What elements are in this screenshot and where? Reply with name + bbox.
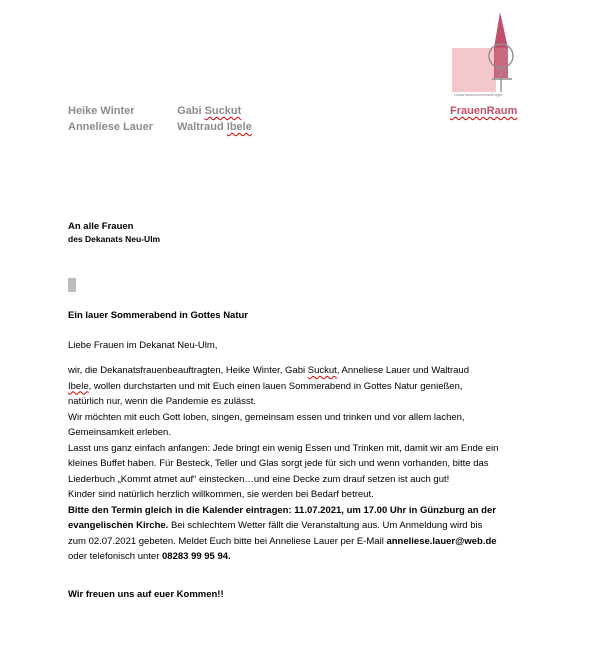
recipient-line: des Dekanats Neu-Ulm <box>68 234 161 244</box>
body-line: zum 02.07.2021 gebeten. Meldet Euch bitte bei Anneliese Lauer per E-Mail anneliese.lauer@web.de <box>68 535 497 547</box>
body-line: Kinder sind natürlich herzlich willkommen, sie werden bei Bedarf betreut. <box>68 489 374 500</box>
body-line-date: Bitte den Termin gleich in die Kalender eintragen: 11.07.2021, um 17.00 Uhr in Günzburg an der <box>68 504 496 516</box>
name-heike-winter: Heike Winter <box>68 105 135 117</box>
recipient-block <box>68 220 160 246</box>
organizer-names <box>68 103 252 135</box>
greeting: Liebe Frauen im Dekanat Neu-Ulm, <box>68 340 218 351</box>
body-line: natürlich nur, wenn die Pandemie es zulässt. <box>68 396 256 407</box>
text-cursor-marker <box>68 278 76 292</box>
frauenraum-logo <box>452 12 528 104</box>
body-line: Gemeinsamkeit erleben. <box>68 427 171 438</box>
phone-number: 08283 99 95 94. <box>162 551 231 562</box>
names-row <box>68 119 252 135</box>
logo-caption: Dekanatsfrauenbeauftragte <box>454 92 503 97</box>
closing-line: Wir freuen uns auf euer Kommen!! <box>68 589 224 600</box>
subject-line: Ein lauer Sommerabend in Gottes Natur <box>68 310 249 321</box>
name-gabi-suckut: Gabi Suckut <box>177 105 242 117</box>
body-line: wir, die Dekanatsfrauenbeauftragten, Heike Winter, Gabi Suckut, Anneliese Lauer und Waltraud <box>68 365 470 376</box>
location: evangelischen Kirche. <box>68 520 169 531</box>
body-line: kleines Buffet haben. Für Besteck, Teller und Glas sorgt jede für sich und wenn vorhanden, bitte das <box>68 458 489 469</box>
letter-body <box>68 363 568 565</box>
names-row <box>68 103 252 119</box>
name-anneliese-lauer: Anneliese Lauer <box>68 121 153 133</box>
email-address: anneliese.lauer@web.de <box>386 535 497 547</box>
brand-name: FrauenRaum <box>450 105 518 117</box>
name-waltraud-ibele: Waltraud Ibele <box>177 121 252 133</box>
body-line: Ibele, wollen durchstarten und mit Euch einen lauen Sommerabend in Gottes Natur genießen, <box>68 380 463 392</box>
body-line: Lasst uns ganz einfach anfangen: Jede bringt ein wenig Essen und Trinken mit, damit wir am Ende ein <box>68 442 499 454</box>
body-line: oder telefonisch unter 08283 99 95 94. <box>68 551 231 562</box>
body-line: evangelischen Kirche. Bei schlechtem Wetter fällt die Veranstaltung aus. Um Anmeldung wird bis <box>68 520 483 531</box>
body-line: Liederbuch „Kommt atmet auf“ einstecken…und eine Decke zum drauf setzen ist auch gut! <box>68 473 450 485</box>
recipient-line: An alle Frauen <box>68 221 134 232</box>
body-line: Wir möchten mit euch Gott loben, singen, gemeinsam essen und trinken und vor allem lachen, <box>68 411 465 423</box>
